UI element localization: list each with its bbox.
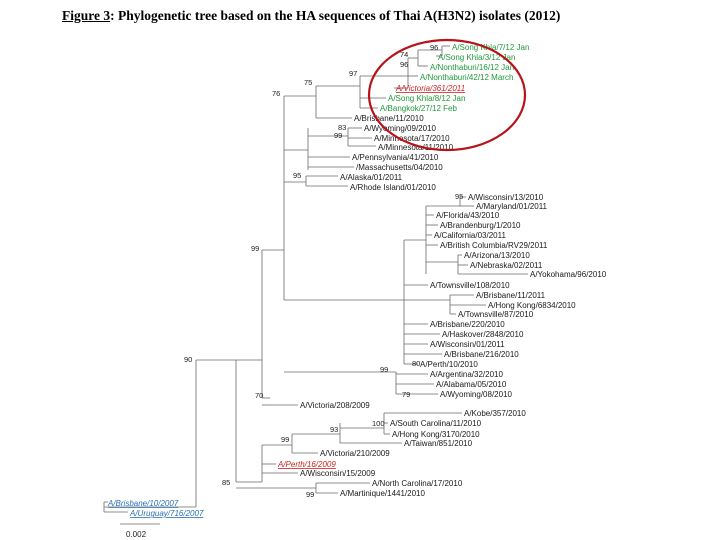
leaf-label: A/Wisconsin/15/2009 [300, 469, 376, 478]
bootstrap-value: 95 [293, 171, 302, 180]
bootstrap-value: 97 [349, 69, 358, 78]
leaf-label: A/Haskover/2848/2010 [442, 330, 524, 339]
leaf-label: A/Martinique/1441/2010 [340, 489, 425, 498]
bootstrap-value: 90 [184, 355, 193, 364]
leaf-label: A/Wyoming/08/2010 [440, 390, 512, 399]
leaf-label: A/Bangkok/27/12 Feb [380, 104, 457, 113]
leaf-label: A/Brisbane/11/2010 [354, 114, 424, 123]
scale-bar [120, 524, 160, 539]
bootstrap-value: 79 [402, 390, 411, 399]
leaf-label: A/Townsville/87/2010 [458, 310, 534, 319]
bootstrap-value: 83 [338, 123, 347, 132]
leaf-label: A/Arizona/13/2010 [464, 251, 530, 260]
leaf-label: A/Brandenburg/1/2010 [440, 221, 521, 230]
leaf-label: A/Minnesota/17/2010 [374, 134, 450, 143]
scale-bar-label: 0.002 [126, 530, 147, 539]
leaf-label: A/Townsville/108/2010 [430, 281, 510, 290]
leaf-label: A/Brisbane/11/2011 [476, 291, 546, 300]
leaf-label: A/Wyoming/09/2010 [364, 124, 436, 133]
leaf-label: A/Alaska/01/2011 [340, 173, 403, 182]
bootstrap-value: 96 [400, 60, 409, 69]
leaf-label: A/Minnesota/11/2010 [378, 143, 454, 152]
figure-title-text: : Phylogenetic tree based on the HA sequences of Thai A(H3N2) isolates (2012) [110, 8, 561, 23]
leaf-label: A/Hong Kong/3170/2010 [392, 430, 480, 439]
leaf-label: A/Wisconsin/01/2011 [430, 340, 505, 349]
leaf-label: /Massachusetts/04/2010 [356, 163, 443, 172]
bootstrap-value: 76 [272, 89, 281, 98]
bootstrap-value: 85 [222, 478, 231, 487]
bootstrap-value: 95 [455, 192, 464, 201]
leaf-label: A/Uruguay/716/2007 [130, 509, 204, 518]
bootstrap-value: 100 [372, 419, 385, 428]
bootstrap-value: 75 [304, 78, 313, 87]
leaf-label: A/Perth/10/2010 [420, 360, 478, 369]
leaf-label: A/Alabama/05/2010 [436, 380, 507, 389]
leaf-label: A/Kobe/357/2010 [464, 409, 526, 418]
leaf-label: A/Victoria/208/2009 [300, 401, 370, 410]
leaf-label: A/Wisconsin/13/2010 [468, 193, 544, 202]
leaf-label: A/Hong Kong/6834/2010 [488, 301, 576, 310]
bootstrap-value: 99 [334, 131, 343, 140]
figure-title-prefix: Figure 3 [62, 8, 111, 23]
leaf-label: A/Brisbane/10/2007 [108, 499, 179, 508]
leaf-label: A/Florida/43/2010 [436, 211, 500, 220]
leaf-label: A/Victoria/210/2009 [320, 449, 390, 458]
bootstrap-value: 99 [306, 490, 315, 499]
bootstrap-value: 96 [430, 43, 439, 52]
bootstrap-value: 99 [281, 435, 290, 444]
leaf-label: A/Nebraska/02/2011 [470, 261, 543, 270]
leaf-label: A/Song Khla/7/12 Jan [452, 43, 530, 52]
leaf-label: A/Perth/16/2009 [278, 460, 336, 469]
leaf-label: A/Brisbane/220/2010 [430, 320, 505, 329]
leaf-label: A/Taiwan/851/2010 [404, 439, 473, 448]
leaf-label: A/Nonthaburi/42/12 March [420, 73, 514, 82]
leaf-label: A/Argentina/32/2010 [430, 370, 503, 379]
leaf-label: A/Song Khla/3/12 Jan [438, 53, 516, 62]
leaf-label: A/Yokohama/96/2010 [530, 270, 607, 279]
bootstrap-value: 80 [412, 359, 421, 368]
leaf-label: A/British Columbia/RV29/2011 [440, 241, 548, 250]
leaf-label: A/Rhode Island/01/2010 [350, 183, 436, 192]
leaf-label: A/California/03/2011 [434, 231, 506, 240]
bootstrap-value: 70 [255, 391, 264, 400]
leaf-label: A/North Carolina/17/2010 [372, 479, 463, 488]
bootstrap-value: 74 [400, 50, 409, 59]
leaf-label: A/Maryland/01/2011 [476, 202, 548, 211]
leaf-label: A/Brisbane/216/2010 [444, 350, 519, 359]
bootstrap-value: 99 [251, 244, 260, 253]
leaf-label: A/Victoria/361/2011 [396, 84, 466, 93]
bootstrap-value: 99 [380, 365, 389, 374]
leaf-label: A/Pennsylvania/41/2010 [352, 153, 439, 162]
leaf-label: A/Song Khla/8/12 Jan [388, 94, 466, 103]
leaf-label: A/South Carolina/11/2010 [390, 419, 482, 428]
tree-leaf-labels [107, 43, 607, 518]
bootstrap-value: 93 [330, 425, 339, 434]
leaf-label: A/Nonthaburi/16/12 Jan [430, 63, 515, 72]
